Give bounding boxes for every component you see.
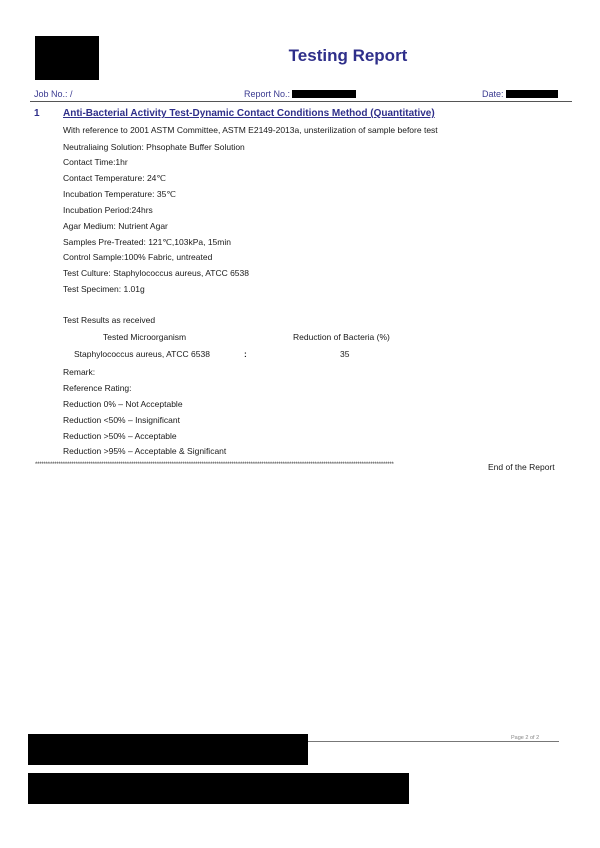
page-number: Page 2 of 2 [511,735,540,741]
section-number: 1 [34,108,40,119]
rating-item: Reduction <50% – Insignificant [63,415,180,425]
test-culture: Test Culture: Staphylococcus aureus, ATCC 6538 [63,268,249,278]
rating-item: Reduction >50% – Acceptable [63,431,177,441]
reference-line: With reference to 2001 ASTM Committee, ASTM E2149-2013a, unsterilization of sample before test [63,125,438,135]
redacted-footer-top [28,734,308,765]
incubation-period: Incubation Period:24hrs [63,205,153,215]
incubation-temperature: Incubation Temperature: 35℃ [63,189,176,199]
header-divider [30,101,572,102]
results-separator: : [244,349,247,359]
page-title: Testing Report [288,46,408,65]
section-title: Anti-Bacterial Activity Test-Dynamic Contact Conditions Method (Quantitative) [63,108,435,119]
end-stars: ************************************************************************************************************************************************************************ [35,462,394,468]
redacted-date [506,90,558,98]
control-sample: Control Sample:100% Fabric, untreated [63,252,213,262]
rating-item: Reduction >95% – Acceptable & Significant [63,446,227,456]
results-col-reduction: Reduction of Bacteria (%) [293,332,390,342]
results-heading: Test Results as received [63,315,156,325]
results-col-organism: Tested Microorganism [103,332,187,342]
redacted-report-no [292,90,356,98]
date-label: Date: [482,89,504,99]
redacted-footer-bottom [28,773,409,804]
end-of-report: End of the Report [488,462,555,472]
job-no-label: Job No.: / [34,89,73,99]
results-value: 35 [340,349,350,359]
contact-temperature: Contact Temperature: 24℃ [63,173,166,183]
samples-pre-treated: Samples Pre-Treated: 121℃,103kPa, 15min [63,237,231,247]
report-no-label: Report No.: [244,89,291,99]
contact-time: Contact Time:1hr [63,157,128,167]
rating-item: Reduction 0% – Not Acceptable [63,399,183,409]
test-specimen: Test Specimen: 1.01g [63,284,145,294]
results-organism: Staphylococcus aureus, ATCC 6538 [74,349,210,359]
neutralising-solution: Neutraliaing Solution: Phsophate Buffer Solution [63,142,245,152]
agar-medium: Agar Medium: Nutrient Agar [63,221,168,231]
remark-label: Remark: [63,367,96,377]
reference-rating-label: Reference Rating: [63,383,132,393]
